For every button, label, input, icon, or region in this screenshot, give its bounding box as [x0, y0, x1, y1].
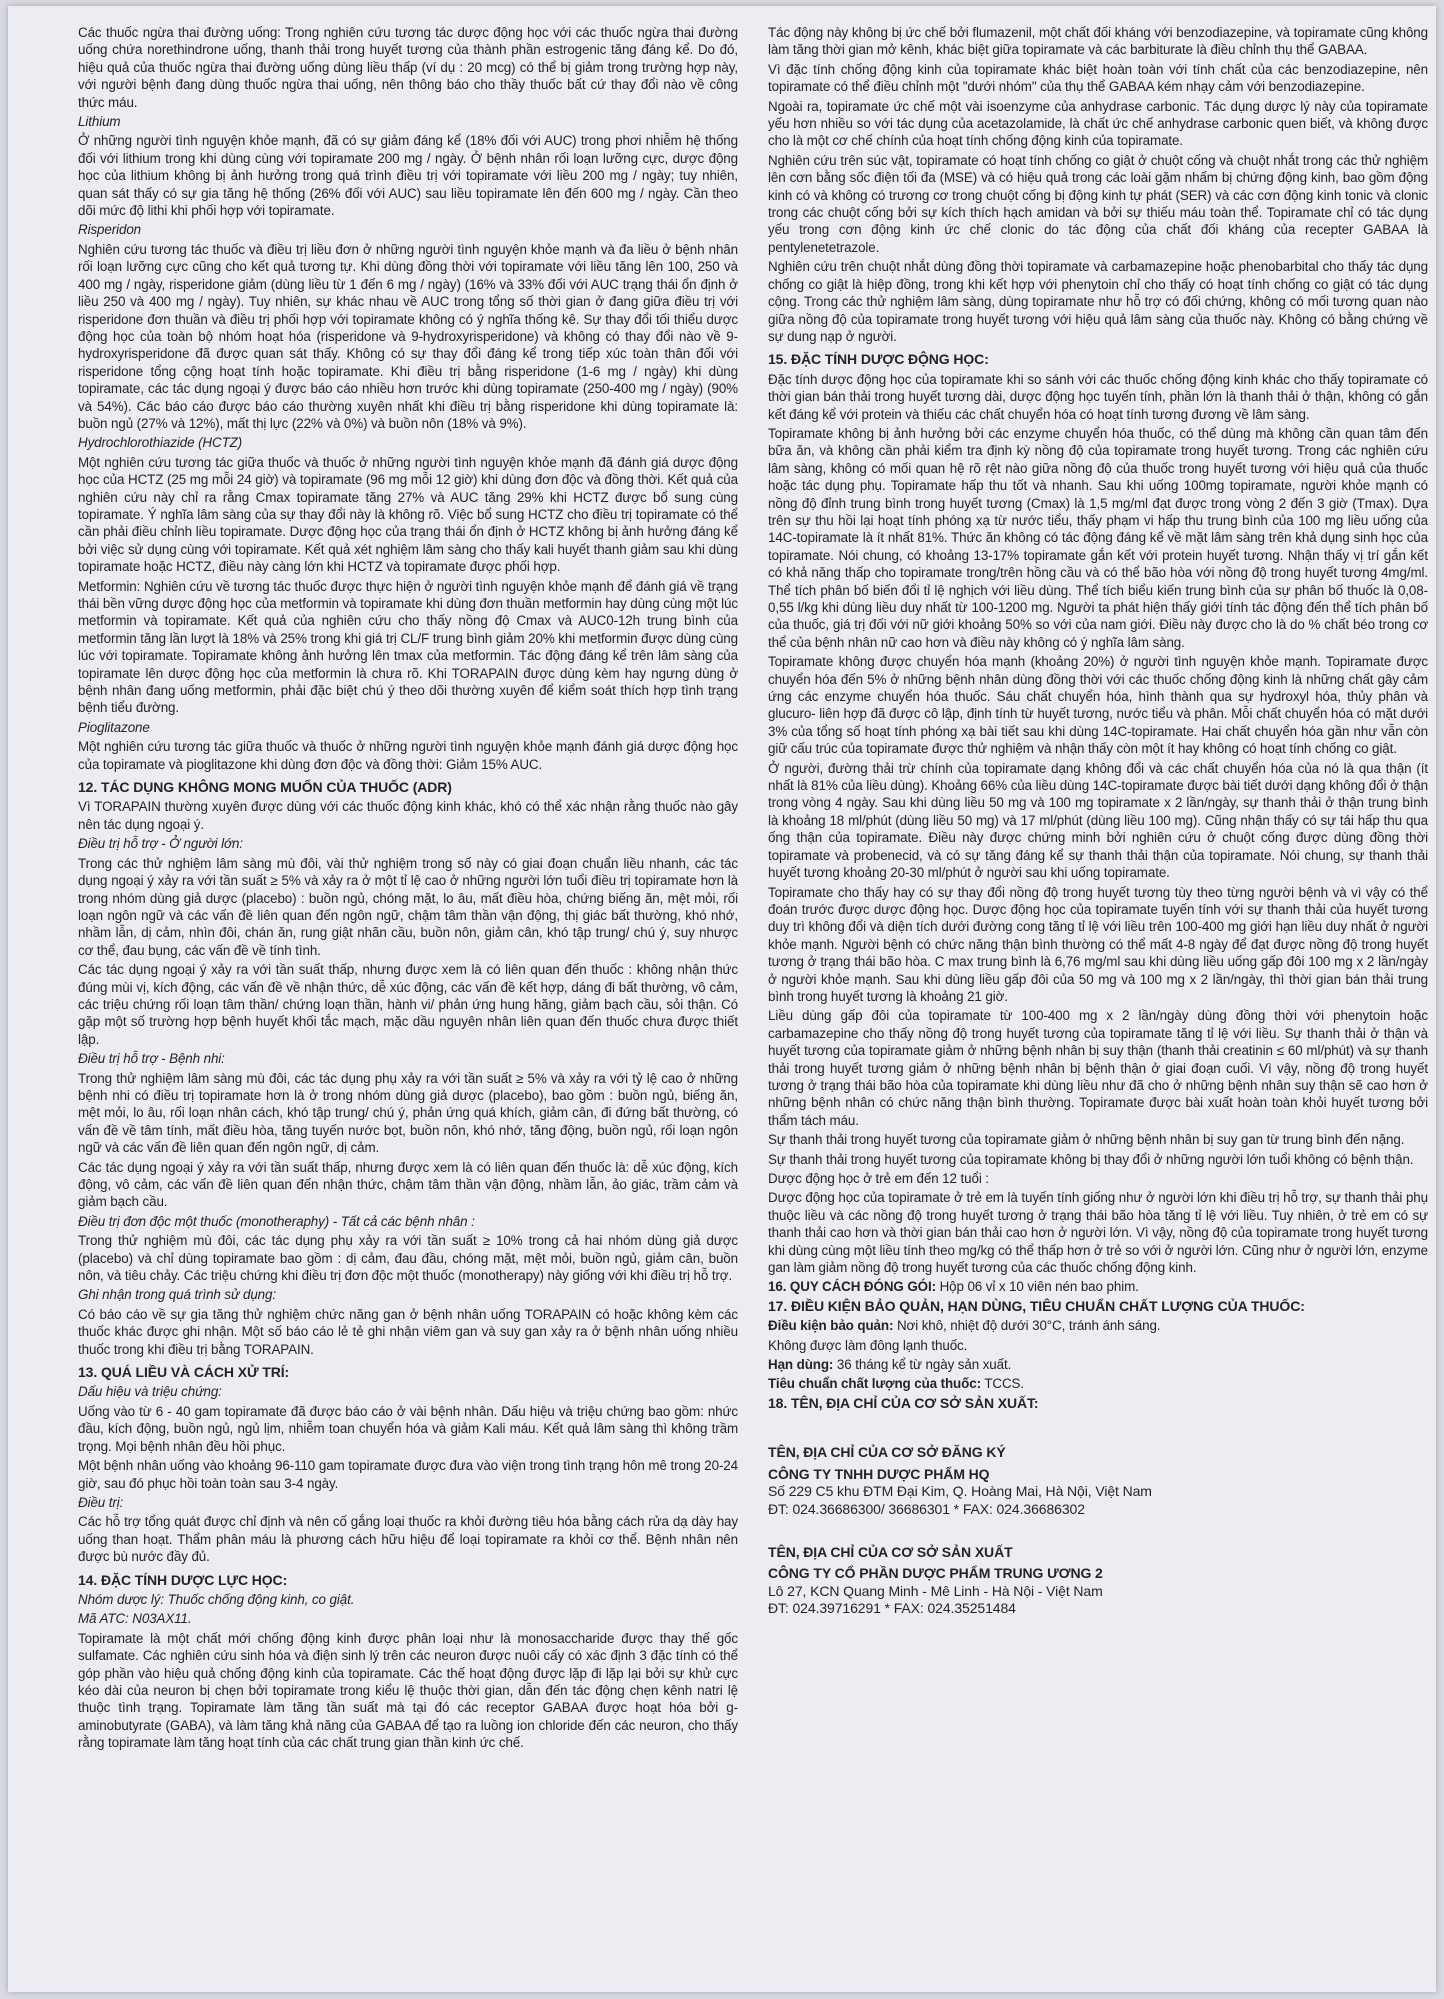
right-column: [768, 24, 1428, 1618]
postmarketing-heading: Ghi nhận trong quá trình sử dụng:: [78, 1287, 276, 1303]
adr-pediatric-paragraph: Trong thử nghiệm lâm sàng mù đôi, các tác dụng phụ xảy ra với tần suất ≥ 5% và xảy ra với tỷ lệ cao ở những bệnh nhi có điều trị topiramate hơn là ở trong nhóm dùng giả dược (placebo), bao gồm : buồn ngủ, biếng ăn, mệt mỏi, lo âu, rối loạn nhân cách, khó tập trung/ chú ý, phản ứng quá khích, giảm cân, đi đứng bất thường, có vấn đề về tâm tính, mất điều hòa, tăng tuyến nước bọt, buồn nôn, khó nhớ, tăng động, buồn ngủ, rối loạn ngôn ngữ và các vấn đề liên quan đến ngôn ngữ, dị cảm.: [78, 1070, 738, 1156]
pk-elderly-paragraph: Sự thanh thải trong huyết tương của topiramate không bị thay đổi ở những người lớn tuổi không có bệnh thận.: [768, 1151, 1414, 1167]
adr-pediatric-rare-paragraph: Các tác dụng ngoại ý xảy ra với tần suất thấp, nhưng được xem là có liên quan đến thuốc là: dễ xúc động, kích động, vô cảm, các vấn đề liên quan đến nhận thức, chậm tâm thần vận động, nhầm lẫn, ảo giác, trầm cảm và giảm bạch cầu.: [78, 1159, 738, 1210]
pharmacodynamics-paragraph: Topiramate là một chất mới chống động kinh được phân loại như là monosaccharide được thay thế gốc sulfamate. Các nghiên cứu sinh hóa và điện sinh lý trên các neuron được nuôi cấy có xác định 3 đặc tính có thể góp phần vào hiệu quả chống động kinh của topiramate. Các thế hoạt động được lặp đi lặp lại bởi sự khử cực kéo dài của neuron bị chẹn bởi topiramate trong kiểu lệ thuộc thời gian, dẫn đến tác động chẹn kênh natri lệ thuộc tình trạng. Topiramate làm tăng tần suất mà tại đó các receptor GABAA được hoạt hóa bởi g-aminobutyrate (GABA), và làm tăng khả năng của GABAA để tạo ra luồng ion chloride đến các neuron, cho thấy rằng topiramate làm tăng hoạt tính của các chất trung gian thần kinh ức chế.: [78, 1630, 738, 1751]
overdose-treatment-heading: Điều trị:: [78, 1494, 124, 1510]
manufacturer-company: CÔNG TY CỔ PHẦN DƯỢC PHẨM TRUNG ƯƠNG 2: [768, 1565, 1103, 1582]
storage-text: Nơi khô, nhiệt độ dưới 30°C, tránh ánh sáng.: [896, 1318, 1161, 1334]
overdose-symptoms-paragraph: Uống vào từ 6 - 40 gam topiramate đã được báo cáo ở vài bệnh nhân. Dấu hiệu và triệu chứng bao gồm: nhức đầu, kích động, buồn ngủ, ngủ lịm, nhiễm toan chuyển hóa và giảm Kali máu. Kết quả lâm sàng thì không trầm trọng. Mọi bệnh nhân đều hồi phục.: [78, 1403, 738, 1454]
section-15-heading: 15. ĐẶC TÍNH DƯỢC ĐỘNG HỌC:: [768, 351, 989, 368]
pk-absorption-paragraph: Topiramate không bị ảnh hưởng bởi các enzyme chuyển hóa thuốc, có thể dùng mà không cần quan tâm đến bữa ăn, và không cần phải kiểm tra định kỳ nồng độ của topiramate trong huyết tương. Trong các nghiên cứu lâm sàng, không có mối quan hệ rõ rệt nào giữa nồng độ của thuốc trong huyết tương với hiệu quả của thuốc hoặc tác dụng phụ. Topiramate hấp thu tốt và nhanh. Sau khi uống 100mg topiramate, người khỏe mạnh có nồng độ đỉnh trung bình trong huyết tương (Cmax) là 1,5 mg/ml đạt được trong vòng 2 đến 3 giờ (Tmax). Dựa trên sự thu hồi lại hoạt tính phóng xạ từ nước tiểu, thấy phạm vi hấp thu trung bình của 100 mg liều uống của 14C-topiramate là ít nhất 81%. Thức ăn không có tác động đáng kể về mặt lâm sàng trên khả dụng sinh học của topiramate. Nói chung, có khoảng 13-17% topiramate gắn kết với protein huyết tương. Nhận thấy vị trí gắn kết có khả năng thấp cho topiramate trong/trên hồng cầu và có thể bão hòa với nồng độ trong huyết tương 4mg/ml. Thể tích phân bố biến đổi tỉ lệ nghịch với liều dùng. Thể tích biểu kiến trung bình của sự phân bố thuốc là 0,08-0,55 l/kg khi dùng liều duy nhất từ 100-1200 mg. Người ta phát hiện thấy giới tính tác động đến thể tích phân bố của thuốc, giá trị đối với nữ giới khoảng 50% so với của nam giới. Điều này được cho là do % chất béo trong cơ thể của bệnh nhân nữ cao hơn và điều này không có ý nghĩa lâm sàng.: [768, 425, 1428, 650]
section-16-text: Hộp 06 vỉ x 10 viên nén bao phim.: [939, 1279, 1139, 1295]
oral-contraceptives-paragraph: Các thuốc ngừa thai đường uống: Trong nghiên cứu tương tác dược động học với các thuốc ngừa thai đường uống chứa norethindrone uống, thanh thải trong huyết tương của thành phần estrogenic tăng đáng kể. Do đó, hiệu quả của thuốc ngừa thai đường uống dùng liều thấp (ví dụ : 20 mcg) có thể bị giảm trong trường hợp này, với người bệnh đang dùng thuốc ngừa thai uống, nên thông báo cho thầy thuốc bất cứ thay đổi nào về công thức máu.: [78, 25, 738, 110]
section-16-label: 16. QUY CÁCH ĐÓNG GÓI:: [768, 1279, 936, 1295]
pk-overview-paragraph: Đặc tính dược động học của topiramate khi so sánh với các thuốc chống động kinh khác cho thấy topiramate có thời gian bán thải trong huyết tương dài, dược động học tuyến tính, phần lớn là thanh thải ở thận, không có gắn kết đáng kể với protein và thiếu các chất chuyển hóa có hoạt tính tương đương về lâm sàng.: [768, 371, 1428, 422]
hctz-paragraph: Một nghiên cứu tương tác giữa thuốc và thuốc ở những người tình nguyện khỏe mạnh đã đánh giá dược động học của HCTZ (25 mg mỗi 24 giờ) và topiramate (96 mg mỗi 12 giờ) khi dùng đơn độc và đồng thời. Kết quả của nghiên cứu này chỉ ra rằng Cmax topiramate tăng 27% và AUC tăng 29% khi HCTZ được bổ sung cùng topiramate. Ý nghĩa lâm sàng của sự thay đổi này là không rõ. Việc bổ sung HCTZ cho điều trị topiramate có thể cần phải điều chỉnh liều topiramate. Dược động học của trạng thái ổn định ở HCTZ không bị ảnh hưởng đáng kể bởi việc sử dụng cùng với topiramate. Kết quả xét nghiệm lâm sàng cho thấy kali huyết thanh giảm sau khi dùng topiramate hoặc HCTZ, điều này càng lớn khi HCTZ và topiramate được phối hợp.: [78, 454, 738, 575]
section-12-heading: 12. TÁC DỤNG KHÔNG MONG MUỐN CỦA THUỐC (ADR): [78, 779, 452, 796]
pk-elimination-paragraph: Ở người, đường thải trừ chính của topiramate dạng không đổi và các chất chuyển hóa của nó là qua thận (ít nhất là 81% của liều dùng). Khoảng 66% của liều dùng 14C-topiramate được bài tiết dưới dạng không đổi ở thận trong vòng 4 ngày. Sau khi dùng liều 50 mg và 100 mg topiramate x 2 lần/ngày, sự thanh thải ở thận trung bình là khoảng 18 ml/phút (dùng liều 50 mg) và 17 ml/phút (dùng liều 100 mg). Cũng nhận thấy có sự tái hấp thu qua ống thận của topiramate. Điều này được chứng minh bởi nghiên cứu ở chuột cống được dùng đồng thời topiramate và probenecid, và có sự tăng đáng kể sự thanh thải thận của topiramate. Nói chung, sự thanh thải huyết tương khoảng 20-30 ml/phút ở người sau khi uống topiramate.: [768, 760, 1428, 881]
section-17-heading: 17. ĐIỀU KIỆN BẢO QUẢN, HẠN DÙNG, TIÊU CHUẨN CHẤT LƯỢNG CỦA THUỐC:: [768, 1297, 1305, 1314]
left-column: [78, 24, 738, 1754]
lithium-paragraph: Ở những người tình nguyện khỏe mạnh, đã có sự giảm đáng kể (18% đối với AUC) trong phơi nhiễm hệ thống đối với lithium trong khi dùng cùng với topiramate 200 mg / ngày. Ở bệnh nhân rối loạn lưỡng cực, dược động học của lithium không bị ảnh hưởng trong quá trình điều trị với topiramate với liều 200 mg / ngày; tuy nhiên, quan sát thấy có sự gia tăng hệ thống (26% đối với AUC) sau liều topiramate lên đến 600 mg / ngày. Cần theo dõi mức độ lithi khi phối hợp với topiramate.: [78, 133, 738, 219]
leaflet-sheet: [8, 6, 1436, 1992]
section-13-heading: 13. QUÁ LIỀU VÀ CÁCH XỬ TRÍ:: [78, 1364, 290, 1381]
overdose-symptoms-heading: Dấu hiệu và triệu chứng:: [78, 1384, 222, 1400]
overdose-treatment-paragraph: Các hỗ trợ tổng quát được chỉ định và nên cố gắng loại thuốc ra khỏi đường tiêu hóa bằng cách rửa dạ dày hay uống than hoạt. Thẩm phân máu là phương cách hữu hiệu để loại topiramate ra khỏi cơ thể. Bệnh nhân nên được bù nước đầy đủ.: [78, 1514, 738, 1565]
adr-pediatric-heading: Điều trị hỗ trợ - Bệnh nhi:: [78, 1051, 225, 1067]
pk-children-paragraph: Dược động học của topiramate ở trẻ em là tuyến tính giống như ở người lớn khi điều trị hỗ trợ, sự thanh thải phụ thuộc liều và các nồng độ trong huyết tương ở trạng thái bão hòa tăng tỉ lệ với liều. Tuy nhiên, ở trẻ em có sự thanh thải cao hơn và thời gian bán thải cao hơn ở người lớn. Vì vậy, nồng độ của topiramate trong huyết tương khi dùng cùng một liều tính theo mg/kg có thể thấp hơn ở trẻ so với ở người lớn. Cũng như ở người lớn, enzyme gan làm giảm nồng độ trong huyết tương của các thuốc chống động kinh.: [768, 1190, 1428, 1276]
manufacturer-phone: ĐT: 024.39716291 * FAX: 024.35251484: [768, 1600, 1016, 1617]
registrant-company: CÔNG TY TNHH DƯỢC PHẨM HQ: [768, 1465, 990, 1482]
registrant-phone: ĐT: 024.36686300/ 36686301 * FAX: 024.36686302: [768, 1500, 1085, 1517]
pk-linearity-paragraph: Topiramate cho thấy hay có sự thay đổi nồng độ trong huyết tương tùy theo từng người bệnh và vì vậy có thể đoán trước được dược động học. Dược động học của topiramate tuyến tính với sự thanh thải của huyết tương duy trì không đổi và diện tích dưới đường cong tăng tỉ lệ với liều trên 100-400 mg giới hạn liều duy nhất ở người khỏe mạnh. Người bệnh có chức năng thận bình thường có thể mất 4-8 ngày để đạt được nồng độ trong huyết tương ở trạng thái bão hòa. C max trung bình là 6,76 mg/ml sau khi dùng liều uống gấp đôi 100 mg x 2 lần/ngày ở người khỏe mạnh. Sau khi dùng liều gấp đôi của 50 mg và 100 mg x 2 lần/ngày, thì thời gian bán thải trung bình trong huyết tương là khoảng 21 giờ.: [768, 884, 1428, 1004]
pk-children-heading: Dược động học ở trẻ em đến 12 tuổi :: [768, 1171, 989, 1186]
carbonic-anhydrase-paragraph: Ngoài ra, topiramate ức chế một vài isoenzyme của anhydrase carbonic. Tác dụng dược lý này của topiramate yếu hơn nhiều so với tác dụng của acetazolamide, là chất ức chế anhydrase carbonic quen biết, và không được cho là một cơ chế chính của hoạt tính chống động kinh của topiramate.: [768, 98, 1428, 149]
shelf-life-line: [768, 1356, 1428, 1373]
quality-standard-label: Tiêu chuẩn chất lượng của thuốc:: [768, 1376, 981, 1392]
pioglitazone-heading: Pioglitazone: [78, 719, 150, 735]
gabaa-paragraph: Vì đặc tính chống động kinh của topiramate khác biệt hoàn toàn với tính chất của các benzodiazepine, nên topiramate có thể điều chỉnh một "dưới nhóm" của thụ thể GABAA kém nhạy cảm với benzodiazepine.: [768, 61, 1428, 95]
lithium-heading: Lithium: [78, 114, 121, 130]
storage-label: Điều kiện bảo quản:: [768, 1318, 894, 1334]
manufacturer-address: Lô 27, KCN Quang Minh - Mê Linh - Hà Nội - Việt Nam: [768, 1582, 1103, 1599]
quality-standard-text: TCCS.: [984, 1376, 1025, 1392]
mouse-study-paragraph: Nghiên cứu trên chuột nhắt dùng đồng thời topiramate và carbamazepine hoặc phenobarbital cho thấy tác dụng chống co giật là hiệp đồng, trong khi kết hợp với phenytoin chỉ cho thấy có hoạt tính chống co giật có tác dụng cộng. Trong các thử nghiệm lâm sàng, dùng topiramate như hỗ trợ có đối chứng, không có mối tương quan nào giữa nồng độ của topiramate trong huyết tương với hiệu quả lâm sàng của thuốc này. Không có bằng chứng về sự dung nạp ở người.: [768, 259, 1428, 344]
registrant-title: TÊN, ĐỊA CHỈ CỦA CƠ SỞ ĐĂNG KÝ: [768, 1444, 1006, 1461]
adr-adult-paragraph: Trong các thử nghiệm lâm sàng mù đôi, vài thử nghiệm trong số này có giai đoạn chuẩn liều nhanh, các tác dụng ngoại ý xảy ra với tần suất ≥ 5% và xảy ra ở một tỉ lệ cao ở những người lớn tuổi điều trị topiramate hơn là trong nhóm dùng giả dược (placebo) : buồn ngủ, chóng mặt, lo âu, mất điều hòa, chứng biếng ăn, mệt mỏi, rối loạn ngôn ngữ và các vấn đề liên quan đến ngôn ngữ, chậm tâm thần vận động, thị giác bất thường, khó nhớ, nhầm lẫn, dị cảm, nhìn đôi, chán ăn, rung giật nhãn cầu, buồn nôn, giảm cân, khó tập trung/ chú ý, suy nhược cơ thể, đau bụng, các vấn đề về tính tình.: [78, 855, 738, 958]
adr-adult-rare-paragraph: Các tác dụng ngoại ý xảy ra với tần suất thấp, nhưng được xem là có liên quan đến thuốc : không nhận thức đúng mùi vị, kích động, các vấn đề về nhận thức, dễ xúc động, các vấn đề kết hợp, dáng đi bất thường, vô cảm, các triệu chứng rối loạn tâm thần/ chứng loạn thần, hành vi/ phản ứng hung hăng, giảm bạch cầu, sỏi thận. Có gặp một số trường hợp bệnh huyết khối tắc mạch, mặc dầu nguyên nhân liên quan đến thuốc chưa được thiết lập.: [78, 962, 738, 1047]
section-16: [768, 1278, 1428, 1295]
hctz-heading: Hydrochlorothiazide (HCTZ): [78, 435, 243, 451]
pioglitazone-paragraph: Một nghiên cứu tương tác giữa thuốc và thuốc ở những người tình nguyện khỏe mạnh đánh giá dược động học của topiramate và pioglitazone khi dùng đơn độc và đồng thời: Giảm 15% AUC.: [78, 739, 738, 772]
adr-adult-heading: Điều trị hỗ trợ - Ở người lớn:: [78, 836, 243, 852]
adr-intro: Vì TORAPAIN thường xuyên được dùng với các thuốc động kinh khác, khó có thể xác nhận rằng thuốc nào gây nên tác dụng ngoại ý.: [78, 799, 738, 832]
postmarketing-paragraph: Có báo cáo về sự gia tăng thử nghiệm chức năng gan ở bệnh nhân uống TORAPAIN có hoặc không kèm các thuốc khác được ghi nhận. Một số báo cáo lẻ tẻ ghi nhận viêm gan và suy gan xảy ra ở bệnh nhân uống nhiều thuốc trong khi điều trị bằng TORAPAIN.: [78, 1306, 738, 1357]
atc-code: Mã ATC: N03AX11.: [78, 1611, 192, 1627]
shelf-life-label: Hạn dùng:: [768, 1357, 834, 1373]
no-freeze-line: Không được làm đông lạnh thuốc.: [768, 1337, 968, 1353]
flumazenil-paragraph: Tác động này không bị ức chế bởi flumazenil, một chất đối kháng với benzodiazepine, và topiramate cũng không làm tăng thời gian mở kênh, khác biệt giữa topiramate và các barbiturate là điều chỉnh thụ thể GABAA.: [768, 25, 1428, 58]
animal-study-paragraph: Nghiên cứu trên súc vật, topiramate có hoạt tính chống co giật ở chuột cống và chuột nhắt trong các thử nghiệm lên cơn bằng sốc điện tối đa (MSE) và có hiệu quả trong các loài gặm nhấm bị chứng động kinh, bao gồm động kinh có và không có trương cơ trong chuột cống bị động kinh tự phát (SER) và các cơn động kinh tonic và clonic trong các chuột cống bởi sự kích thích hạch amidan và bởi sự thiếu máu toàn thể. Topiramate chỉ có tác dụng yếu trong cơn động kinh ức chế clonic do tác động của chất đối kháng của recepter GABAA là pentylenetetrazole.: [768, 152, 1428, 255]
section-18-heading: 18. TÊN, ĐỊA CHỈ CỦA CƠ SỞ SẢN XUẤT:: [768, 1394, 1039, 1411]
pk-metabolism-paragraph: Topiramate không được chuyển hóa mạnh (khoảng 20%) ở người tình nguyện khỏe mạnh. Topiramate được chuyển hóa đến 5% ở những bệnh nhân dùng đồng thời với các thuốc chống động kinh là những chất gây cảm ứng các enzyme chuyển hóa thuốc. Sáu chất chuyển hóa, hình thành qua sự hydroxyl hóa, thủy phân và glucuro- liên hợp đã được cô lập, định tính từ huyết tương, nước tiểu và phân. Mỗi chất chuyển hóa có mặt dưới 3% của tổng số hoạt tính phóng xạ bài tiết sau khi dùng 14C-topiramate. Hai chất chuyển hóa gần như vẫn còn giữ cấu trúc của topiramate được thử nghiệm và nhận thấy còn một ít hay không có hoạt tính chống co giật.: [768, 654, 1428, 757]
overdose-case-paragraph: Một bệnh nhân uống vào khoảng 96-110 gam topiramate được đưa vào viện trong tình trạng hôn mê trong 20-24 giờ, sau đó phục hồi toàn toàn sau 3-4 ngày.: [78, 1458, 738, 1491]
manufacturer-title: TÊN, ĐỊA CHỈ CỦA CƠ SỞ SẢN XUẤT: [768, 1543, 1013, 1560]
risperidon-paragraph: Nghiên cứu tương tác thuốc và điều trị liều đơn ở những người tình nguyện khỏe mạnh và đa liều ở bệnh nhân rối loạn lưỡng cực cũng cho kết quả tương tự. Khi dùng đồng thời với topiramate với liều tăng lên 100, 250 và 400 mg / ngày, risperidone giảm (dùng liều từ 1 đến 6 mg / ngày) (16% và 33% đối với AUC trạng thái ổn định ở liều 250 và 400 mg / ngày). Tuy nhiên, sự khác nhau về AUC trong tổng số thời gian ở đang giữa điều trị với risperidone đơn thuần và điều trị phối hợp với topiramate không có ý nghĩa thống kê. Sự thay đổi tối thiểu dược động học của toàn bộ nhóm hoạt hóa (risperidone và 9-hydroxyrisperidone) và không có thay đổi nào về 9-hydroxyrisperidone đã được quan sát thấy. Không có sự thay đổi đáng kể trong tiếp xúc toàn thân đối với risperidone tổng cộng hoạt tính hoặc topiramate. Khi điều trị bằng risperidone (1-6 mg / ngày) khi dùng topiramate, các tác dụng ngoại ý được báo cáo nhiều hơn trước khi dùng topiramate (250-400 mg / ngày) (90% và 54%). Các báo cáo được báo cáo thường xuyên nhất khi điều trị bằng risperidone khi dùng topiramate là: buồn ngủ (27% và 12%), mất thị lực (22% và 0%) và buồn nôn (18% và 9%).: [78, 241, 738, 431]
adr-monotherapy-heading: Điều trị đơn độc một thuốc (monotheraphy) - Tất cả các bệnh nhân :: [78, 1213, 475, 1229]
storage-line: [768, 1317, 1428, 1334]
quality-standard-line: [768, 1375, 1428, 1392]
pk-hepatic-paragraph: Sự thanh thải trong huyết tương của topiramate giảm ở những bệnh nhân bị suy gan từ trung bình đến nặng.: [768, 1132, 1405, 1148]
metformin-paragraph: Metformin: Nghiên cứu về tương tác thuốc được thực hiện ở người tình nguyện khỏe mạnh để đánh giá về trạng thái bền vững dược động học của metformin và topiramate khi dùng đơn thuần metformin hay dùng cùng một lúc metformin và topiramate. Kết quả của nghiên cứu cho thấy nồng độ Cmax và AUC0-12h trung bình của metformin tăng lần lượt là 18% và 25% trong khi giá trị CL/F trung bình giảm 20% khi metformin được dùng cùng lúc với topiramate. Topiramate không ảnh hưởng lên tmax của metformin. Tác động đáng kể trên lâm sàng của topiramate lên dược động học của metformin là chưa rõ. Khi TORAPAIN được dùng kèm hay ngưng dùng ở bệnh nhân đang uống metformin, phải đặc biệt chú ý theo dõi thường xuyên để kiểm soát thích hợp tình trạng bệnh tiểu đường.: [78, 578, 738, 716]
pk-renal-paragraph: Liều dùng gấp đôi của topiramate từ 100-400 mg x 2 lần/ngày dùng đồng thời với phenytoin hoặc carbamazepine cho thấy nồng độ trong huyết tương của topiramate tăng tỉ lệ với liều. Sự thanh thải ở thận và huyết tương của topiramate giảm ở những bệnh nhân bị suy thận (thanh thải creatinin ≤ 60 ml/phút) và sự thanh thải trong huyết tương giảm ở những bệnh nhân bị bệnh thận ở giai đoạn cuối. Vì vậy, nồng độ trong huyết tương ở trạng thái bão hòa của topiramate khi dùng liều như đã cho ở những bệnh nhân suy thận sẽ cao hơn ở những bệnh nhân có chức năng thận bình thường. Topiramate được bài xuất hoàn toàn khỏi huyết tương bởi thẩm tách máu.: [768, 1008, 1428, 1128]
risperidon-heading: Risperidon: [78, 222, 142, 238]
adr-monotherapy-paragraph: Trong thử nghiệm mù đôi, các tác dụng phụ xảy ra với tần suất ≥ 10% trong cả hai nhóm dùng giả dược (placebo) và chỉ dùng topiramate bao gồm : dị cảm, đau đầu, chóng mặt, mệt mỏi, buồn ngủ, giảm cân, buồn nôn, và tiêu chảy. Các triệu chứng khi điều trị đơn độc một thuốc (monotherapy) này giống với khi điều trị hỗ trợ.: [78, 1233, 738, 1284]
pharmacologic-group: Nhóm dược lý: Thuốc chống động kinh, co giật.: [78, 1591, 355, 1607]
shelf-life-text: 36 tháng kể từ ngày sản xuất.: [836, 1357, 1012, 1373]
registrant-address: Số 229 C5 khu ĐTM Đại Kim, Q. Hoàng Mai, Hà Nội, Việt Nam: [768, 1483, 1152, 1500]
section-14-heading: 14. ĐẶC TÍNH DƯỢC LỰC HỌC:: [78, 1571, 288, 1588]
